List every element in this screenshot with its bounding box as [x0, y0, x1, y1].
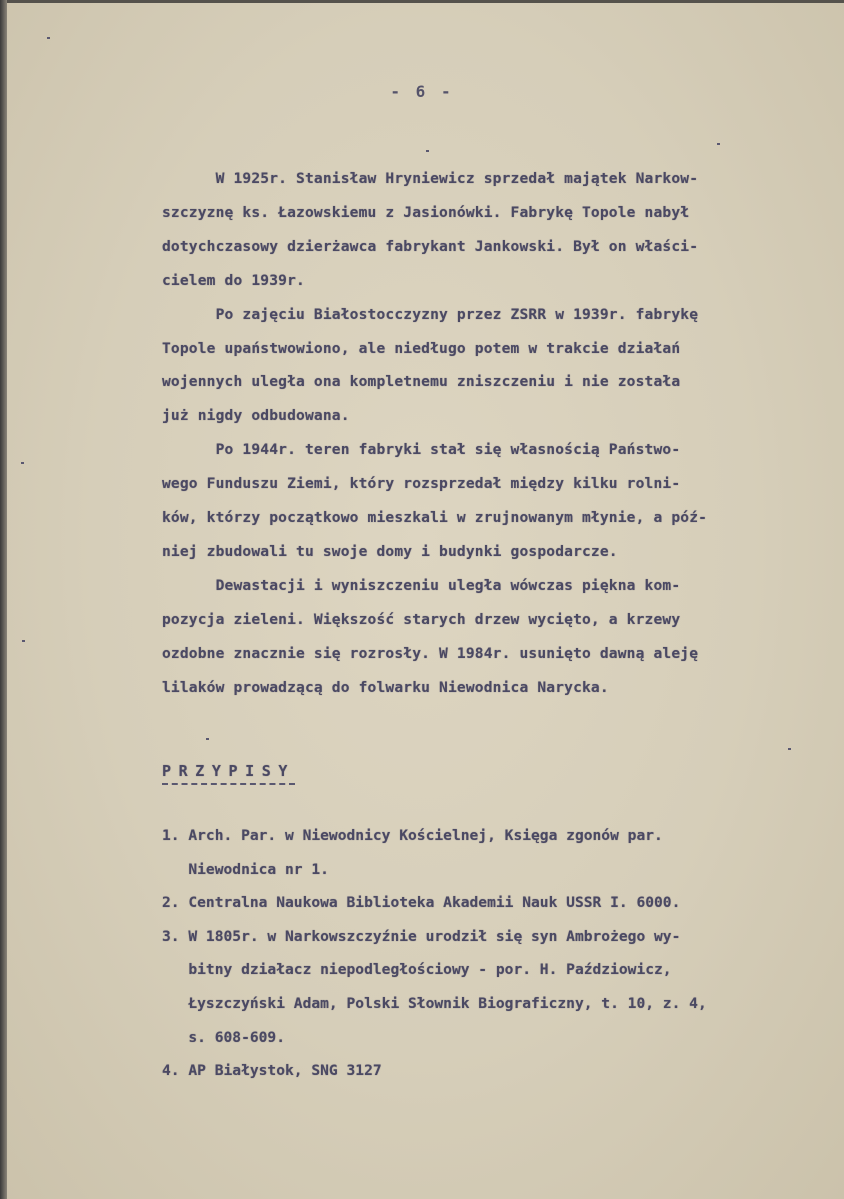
text-line: wojennych uległa ona kompletnemu zniszczeniu i nie została [162, 373, 681, 391]
scan-speck [21, 462, 24, 464]
footnote-item: 4. AP Białystok, SNG 3127 [162, 1062, 382, 1080]
scan-speck [22, 640, 25, 642]
footnotes-section [162, 762, 822, 1088]
footnote-item: 1. Arch. Par. w Niewodnicy Kościelnej, Księga zgonów par. [162, 827, 663, 844]
footnote-continuation: Łyszczyński Adam, Polski Słownik Biograficzny, t. 10, z. 4, [162, 994, 707, 1012]
footnotes-list [162, 819, 822, 1088]
text-line: ozdobne znacznie się rozrosły. W 1984r. usunięto dawną aleję [162, 644, 699, 662]
text-line: ków, którzy początkowo mieszkali w zrujnowanym młynie, a póź- [162, 509, 708, 527]
scan-edge-top [0, 0, 844, 3]
footnotes-heading: PRZYPISY [162, 762, 295, 785]
text-line: szczyznę ks. Łazowskiemu z Jasionówki. Fabrykę Topole nabył [162, 203, 690, 221]
text-line: W 1925r. Stanisław Hryniewicz sprzedał majątek Narkow- [162, 170, 699, 187]
text-line: pozycja zieleni. Większość starych drzew wycięto, a krzewy [162, 610, 681, 628]
text-line: niej zbudowali tu swoje domy i budynki gospodarcze. [162, 542, 618, 560]
text-line: już nigdy odbudowana. [162, 407, 350, 425]
scan-speck [47, 37, 50, 39]
text-line: Po zajęciu Białostocczyzny przez ZSRR w 1939r. fabrykę [162, 305, 699, 323]
scan-speck [788, 748, 791, 750]
body-text [162, 162, 822, 705]
text-line: Topole upaństwowiono, ale niedługo potem w trakcie działań [162, 339, 681, 357]
footnote-continuation: s. 608-609. [162, 1028, 286, 1046]
footnote-continuation: bitny działacz niepodległościowy - por. H. Paździowicz, [162, 961, 672, 979]
page-number: - 6 - [390, 82, 454, 101]
text-line: dotychczasowy dzierżawca fabrykant Jankowski. Był on właści- [162, 237, 699, 255]
footnote-item: 3. W 1805r. w Narkowszczyźnie urodził się syn Ambrożego wy- [162, 927, 681, 945]
text-line: Po 1944r. teren fabryki stał się własnością Państwo- [162, 441, 681, 459]
scan-speck [206, 738, 209, 740]
text-line: wego Funduszu Ziemi, który rozsprzedał między kilku rolni- [162, 475, 681, 493]
scan-speck [426, 150, 429, 152]
scan-speck [717, 143, 720, 145]
text-line: cielem do 1939r. [162, 271, 305, 289]
footnote-continuation: Niewodnica nr 1. [162, 860, 329, 878]
text-line: lilaków prowadzącą do folwarku Niewodnica Narycka. [162, 678, 609, 696]
text-line: Dewastacji i wyniszczeniu uległa wówczas piękna kom- [162, 576, 681, 594]
scan-edge-left [0, 0, 7, 1199]
footnote-item: 2. Centralna Naukowa Biblioteka Akademii Nauk USSR I. 6000. [162, 894, 681, 912]
